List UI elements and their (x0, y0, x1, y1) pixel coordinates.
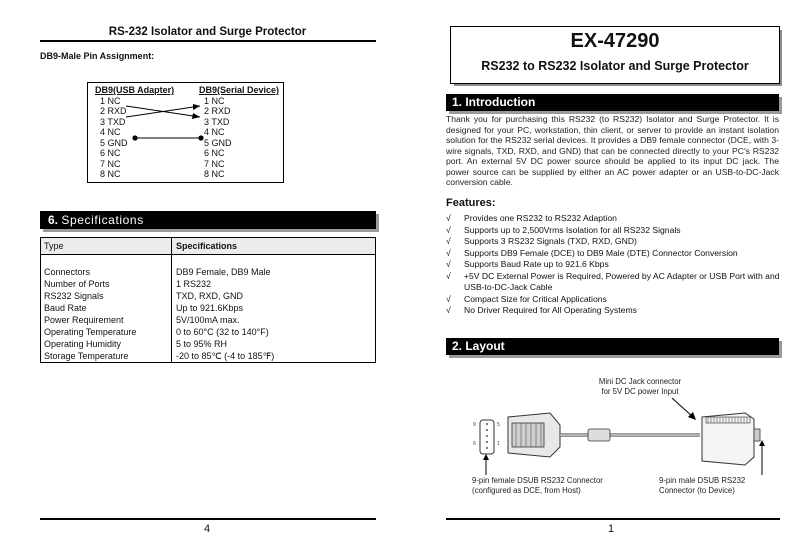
check-icon: √ (446, 293, 451, 304)
right-footer-rule (446, 518, 780, 520)
list-item (446, 294, 781, 306)
pin-row: 1 NC (100, 95, 121, 106)
right-page-number: 1 (608, 523, 615, 535)
feature-text: Supports up to 2,500Vrms Isolation for all RS232 Signals (464, 224, 681, 235)
left-page-number: 4 (204, 523, 211, 535)
spec-value: -20 to 85℃ (-4 to 185℉) (176, 351, 275, 361)
spec-table-border (40, 237, 376, 363)
spec-table-divider (171, 237, 172, 362)
isolator-device-box (702, 413, 754, 465)
feature-text: No Driver Required for All Operating Systems (464, 305, 637, 315)
male-callout-line2: Connector (to Device) (659, 485, 735, 495)
product-subtitle: RS232 to RS232 Isolator and Surge Protector (481, 59, 749, 73)
arrow-head-icon (483, 454, 489, 460)
feature-text: Provides one RS232 to RS232 Adaption (464, 213, 617, 223)
left-footer-rule (40, 518, 376, 520)
check-icon: √ (446, 213, 451, 223)
pin-row: 6 NC (100, 148, 121, 158)
male-callout-line1: 9-pin male DSUB RS232 (659, 476, 746, 485)
list-item (446, 236, 781, 248)
spec-value: 5 to 95% RH (176, 339, 228, 349)
spec-col-specifications: Specifications (176, 240, 238, 251)
features-title: Features: (446, 197, 496, 209)
left-page-header: RS-232 Isolator and Surge Protector (108, 26, 307, 38)
arrow-head-icon (192, 113, 200, 119)
list-item (446, 259, 781, 271)
dc-jack-callout-line2: for 5V DC power Input (601, 386, 679, 396)
spec-type: Number of Ports (44, 279, 110, 289)
spec-value: TXD, RXD, GND (176, 291, 244, 301)
left-header-rule (40, 40, 376, 42)
product-model: EX-47290 (570, 30, 660, 52)
pin-label-6: 6 (473, 441, 476, 447)
spec-section-number: 6. (48, 213, 59, 227)
pin-row: 2 RXD (204, 106, 231, 116)
pin-row: 7 NC (100, 158, 121, 169)
pin-header-usb-adapter: DB9(USB Adapter) (95, 85, 175, 95)
gnd-dot-right (198, 135, 203, 140)
pin-row: 4 NC (100, 127, 121, 137)
pin-row: 8 NC (204, 169, 225, 179)
gnd-dot-left (132, 135, 137, 140)
dc-jack-callout (580, 377, 700, 396)
pin-row: 4 NC (204, 127, 225, 137)
list-item (446, 225, 781, 237)
spec-value: Up to 921.6Kbps (176, 303, 244, 313)
list-item (446, 305, 781, 317)
cable-ferrite (588, 429, 610, 441)
feature-text: +5V DC External Power is Required, Powered by AC Adapter or USB Port with and USB-to-DC-Jack Cable (464, 270, 780, 292)
spec-table-header-rule (40, 254, 376, 255)
db9-shell (512, 423, 544, 447)
dc-jack-port (754, 429, 760, 441)
spec-section-bar (40, 211, 376, 229)
check-icon: √ (446, 224, 451, 235)
pin-label-1: 1 (497, 441, 500, 447)
spec-type: Power Requirement (44, 315, 124, 325)
pin-row: 3 TXD (204, 116, 230, 127)
pin-label-5: 5 (497, 422, 500, 428)
check-icon: √ (446, 247, 451, 258)
pin-label-9: 9 (473, 422, 476, 428)
pin-row: 5 GND (204, 137, 232, 148)
pin-row: 6 NC (204, 148, 225, 158)
spec-value: 5V/100mA max. (176, 315, 240, 325)
check-icon: √ (446, 259, 451, 269)
title-box (450, 26, 780, 84)
pin-assignment-box (87, 82, 284, 183)
feature-text: Supports 3 RS232 Signals (TXD, RXD, GND) (464, 236, 637, 246)
intro-section-bar (446, 94, 779, 111)
device-layout-illustration (440, 395, 785, 480)
spec-type: RS232 Signals (44, 291, 104, 301)
intro-section-title: 1. Introduction (452, 95, 536, 109)
spec-type: Operating Humidity (44, 339, 122, 349)
pin-header-serial-device: DB9(Serial Device) (199, 85, 280, 95)
layout-section-bar (446, 338, 779, 355)
check-icon: √ (446, 270, 451, 281)
dc-jack-callout-line1: Mini DC Jack connector (598, 377, 682, 386)
pin-assignment-title: DB9-Male Pin Assignment: (40, 51, 155, 61)
dc-jack-callout-arrow (672, 398, 693, 417)
spec-value: DB9 Female, DB9 Male (176, 267, 271, 277)
spec-type: Baud Rate (44, 303, 87, 313)
pin-row: 2 RXD (100, 106, 127, 116)
feature-text: Compact Size for Critical Applications (464, 293, 607, 304)
spec-value: 0 to 60°C (32 to 140°F) (176, 327, 269, 337)
spec-type: Operating Temperature (44, 327, 137, 337)
feature-text: Supports DB9 Female (DCE) to DB9 Male (DTE) Connector Conversion (464, 247, 738, 258)
spec-type: Connectors (44, 267, 91, 277)
spec-col-type: Type (44, 240, 64, 251)
check-icon: √ (446, 236, 451, 246)
arrow-head-icon (193, 104, 200, 110)
check-icon: √ (446, 305, 451, 315)
pin-row: 1 NC (204, 95, 225, 106)
pin-row: 5 GND (100, 137, 128, 148)
layout-section-title: 2. Layout (452, 339, 505, 353)
female-callout-line2: (configured as DCE, from Host) (472, 485, 581, 495)
pin-wiring-diagram (88, 83, 283, 182)
list-item (446, 248, 781, 260)
spec-value: 1 RS232 (176, 279, 212, 289)
spec-type: Storage Temperature (44, 351, 129, 361)
pin-row: 3 TXD (100, 116, 126, 127)
pin-row: 7 NC (204, 158, 225, 169)
intro-paragraph: Thank you for purchasing this RS232 (to RS232) Isolator and Surge Protector. It is designed for your PC, workstation, thin client, or server to provide an instant isolation solution for the RS232 serial devices. It provides a DB9 female connector (DCE, with 3-wire signals, TXD, RXD, and GND) that can be connected directly to your PC's RS232 port. An external 5V DC power source should be applied to its input DC jack. The power source can be supplied by either an AC power adapter or an USB-to-DC-Jack conversion cable. (446, 114, 779, 187)
list-item (446, 271, 781, 294)
spec-section-title: Specifications (61, 213, 144, 227)
pin-row: 8 NC (100, 169, 121, 179)
female-callout-line1: 9-pin female DSUB RS232 Connector (472, 476, 603, 485)
list-item (446, 213, 781, 225)
features-list (446, 213, 781, 317)
feature-text: Supports Baud Rate up to 921.6 Kbps (464, 259, 609, 269)
